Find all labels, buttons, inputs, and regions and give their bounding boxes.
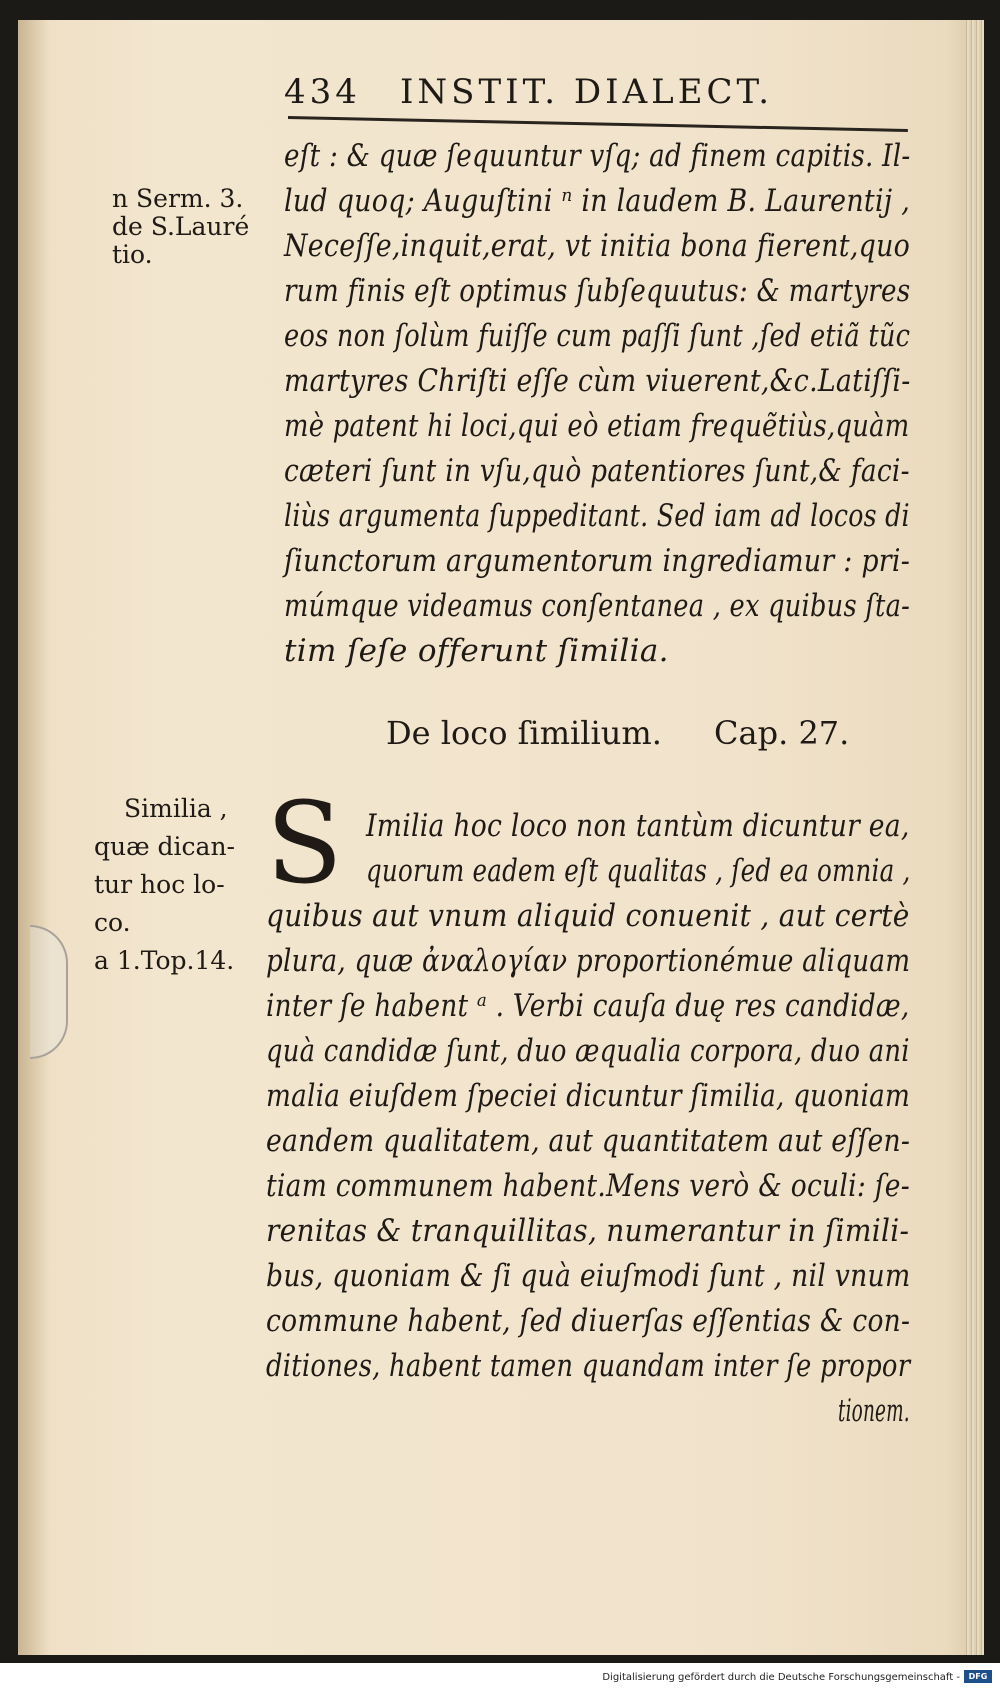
text-line: quibus aut vnum aliquid conuenit , aut certè bbox=[266, 898, 910, 934]
text-line: malia eiuſdem ſpeciei dicuntur ſimilia, quoniam bbox=[266, 1078, 911, 1114]
text-line: renitas & tranquillitas, numerantur in ſimili- bbox=[266, 1213, 910, 1249]
text-line: Imilia hoc loco non tantùm dicuntur ea, bbox=[366, 808, 910, 844]
text-line: commune habent, ſed diuerſas eſſentias & con- bbox=[266, 1303, 911, 1339]
text-line: martyres Chriſti eſſe cùm viuerent,&c.Latiſſi- bbox=[284, 363, 911, 399]
margin-note-line: tur hoc lo- bbox=[94, 870, 225, 899]
dfg-logo: DFG bbox=[964, 1670, 992, 1683]
margin-note-line: tio. bbox=[112, 240, 153, 269]
page-number: 434 bbox=[284, 72, 361, 112]
text-line: tionem. bbox=[838, 1393, 910, 1429]
text-line: tiam communem habent.Mens verò & oculi: ſe- bbox=[266, 1168, 910, 1204]
book-clip bbox=[30, 925, 68, 1059]
text-line: Neceſſe,inquit,erat, vt initia bona fierent,quo bbox=[284, 228, 911, 264]
margin-note-line: co. bbox=[94, 908, 131, 937]
text-line: lud quoq; Auguſtini ⁿ in laudem B. Laurentij , bbox=[284, 183, 911, 219]
text-line: plura, quæ ἀναλογίαν proportionémue aliquam bbox=[266, 943, 911, 979]
text-line: quorum eadem eſt qualitas , ſed ea omnia , bbox=[366, 853, 911, 889]
margin-note-line: n Serm. 3. bbox=[112, 184, 244, 213]
text-line: mè patent hi loci,qui eò etiam frequẽtiùs,quàm bbox=[284, 408, 910, 444]
text-line: quà candidæ ſunt, duo æqualia corpora, duo ani bbox=[266, 1033, 910, 1069]
page-gutter bbox=[18, 20, 50, 1655]
text-line: eos non ſolùm fuiſſe cum paſſi ſunt ,ſed etiã tũc bbox=[284, 318, 911, 354]
chapter-heading bbox=[386, 714, 849, 752]
text-line: eandem qualitatem, aut quantitatem aut eſſen- bbox=[266, 1123, 911, 1159]
drop-cap: S bbox=[266, 779, 343, 909]
margin-note-line: Similia , bbox=[124, 794, 228, 823]
running-header bbox=[284, 64, 894, 124]
text-line: tim ſeſe offerunt ſimilia. bbox=[284, 633, 669, 669]
text-line: liùs argumenta ſuppeditant. Sed iam ad locos di bbox=[284, 498, 910, 534]
text-line: bus, quoniam & ſi quà eiuſmodi ſunt , nil vnum bbox=[266, 1258, 911, 1294]
running-title: INSTIT. DIALECT. bbox=[400, 72, 774, 112]
page-edge bbox=[964, 20, 984, 1655]
margin-note-line: a 1.Top.14. bbox=[94, 946, 235, 975]
text-line: cæteri ſunt in vſu,quò patentiores ſunt,& faci- bbox=[284, 453, 910, 489]
text-line: eſt : & quæ ſequuntur vſq; ad finem capitis. Il- bbox=[284, 138, 911, 174]
text-line: ſiunctorum argumentorum ingrediamur : pri- bbox=[284, 543, 911, 579]
chapter-number: Cap. 27. bbox=[714, 714, 850, 752]
chapter-title: De loco ſimilium. bbox=[386, 714, 662, 752]
text-line: múmque videamus conſentanea , ex quibus ſta- bbox=[284, 588, 911, 624]
margin-note-line: quæ dican- bbox=[94, 832, 236, 861]
text-line: rum finis eſt optimus ſubſequutus: & martyres bbox=[284, 273, 911, 309]
text-line: ditiones, habent tamen quandam inter ſe propor bbox=[266, 1348, 911, 1384]
footer-credit: Digitalisierung gefördert durch die Deutsche Forschungsgemeinschaft - bbox=[602, 1672, 960, 1683]
text-line: inter ſe habent ᵃ . Verbi cauſa duę res candidæ, bbox=[266, 988, 910, 1024]
margin-note-line: de S.Lauré bbox=[112, 212, 250, 241]
